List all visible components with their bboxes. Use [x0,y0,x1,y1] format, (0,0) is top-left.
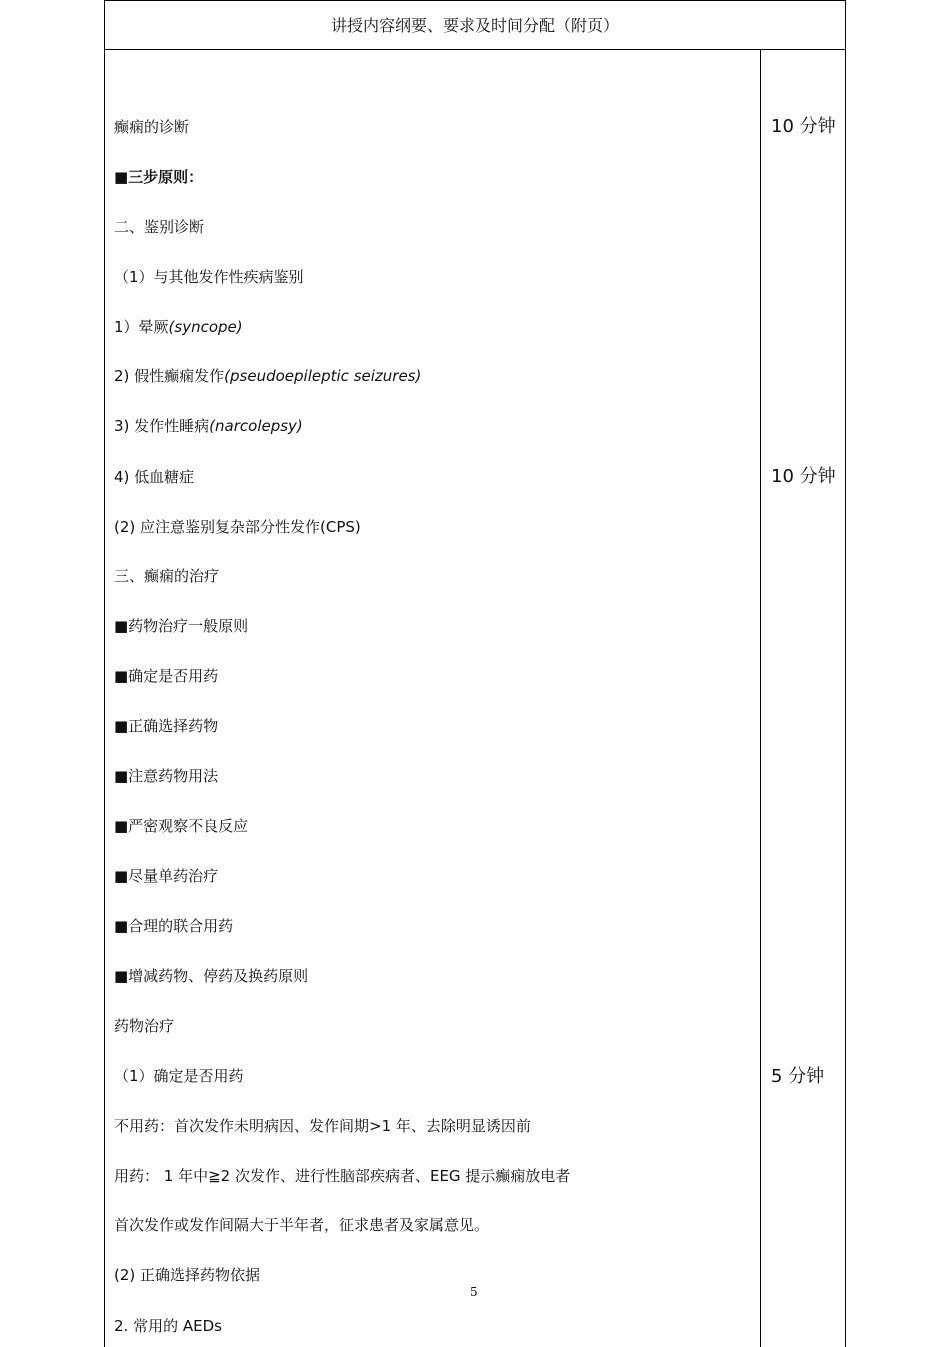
text-line-en: (narcolepsy) [209,417,303,435]
text-line: 癫痫的诊断 [114,118,190,136]
time-allocation: 10 分钟 [771,466,836,487]
text-line: (2) 应注意鉴别复杂部分性发作(CPS) [114,518,361,536]
text-line: ■增减药物、停药及换药原则 [114,967,309,985]
text-line: 不用药：首次发作未明病因、发作间期>1 年、去除明显诱因前 [114,1117,531,1135]
text-line-zh: 1）晕厥 [114,318,169,336]
text-line: （1）确定是否用药 [114,1067,244,1085]
column-divider [760,50,761,1347]
text-line: ■尽量单药治疗 [114,867,219,885]
text-line: 4) 低血糖症 [114,468,195,486]
text-line: ■确定是否用药 [114,667,219,685]
time-allocation: 10 分钟 [771,116,836,137]
text-line: ■严密观察不良反应 [114,817,249,835]
text-line [114,416,303,436]
text-line: ■正确选择药物 [114,717,219,735]
text-line: ■注意药物用法 [114,767,219,785]
text-line: 2. 常用的 AEDs [114,1317,222,1335]
text-line [114,366,421,386]
text-line: 首次发作或发作间隔大于半年者，征求患者及家属意见。 [114,1216,490,1234]
text-line-en: (pseudoepileptic seizures) [224,367,422,385]
text-line: 二、鉴别诊断 [114,218,205,236]
text-line: ■药物治疗一般原则 [114,617,249,635]
text-line-en: (syncope) [168,318,243,336]
text-line: (2) 正确选择药物依据 [114,1266,261,1284]
text-line: （1）与其他发作性疾病鉴别 [114,268,304,286]
text-line [114,317,243,337]
text-line: 三、癫痫的治疗 [114,567,220,585]
page-title: 讲授内容纲要、要求及时间分配（附页） [104,0,846,50]
time-allocation: 5 分钟 [771,1066,825,1087]
text-line: 药物治疗 [114,1017,175,1035]
text-line: 用药： 1 年中≧2 次发作、进行性脑部疾病者、EEG 提示癫痫放电者 [114,1167,571,1185]
page-number: 5 [470,1285,478,1299]
text-line: ■三步原则： [114,168,204,186]
text-line-zh: 2) 假性癫痫发作 [114,367,225,385]
text-line: ■合理的联合用药 [114,917,234,935]
text-line-zh: 3) 发作性睡病 [114,417,210,435]
